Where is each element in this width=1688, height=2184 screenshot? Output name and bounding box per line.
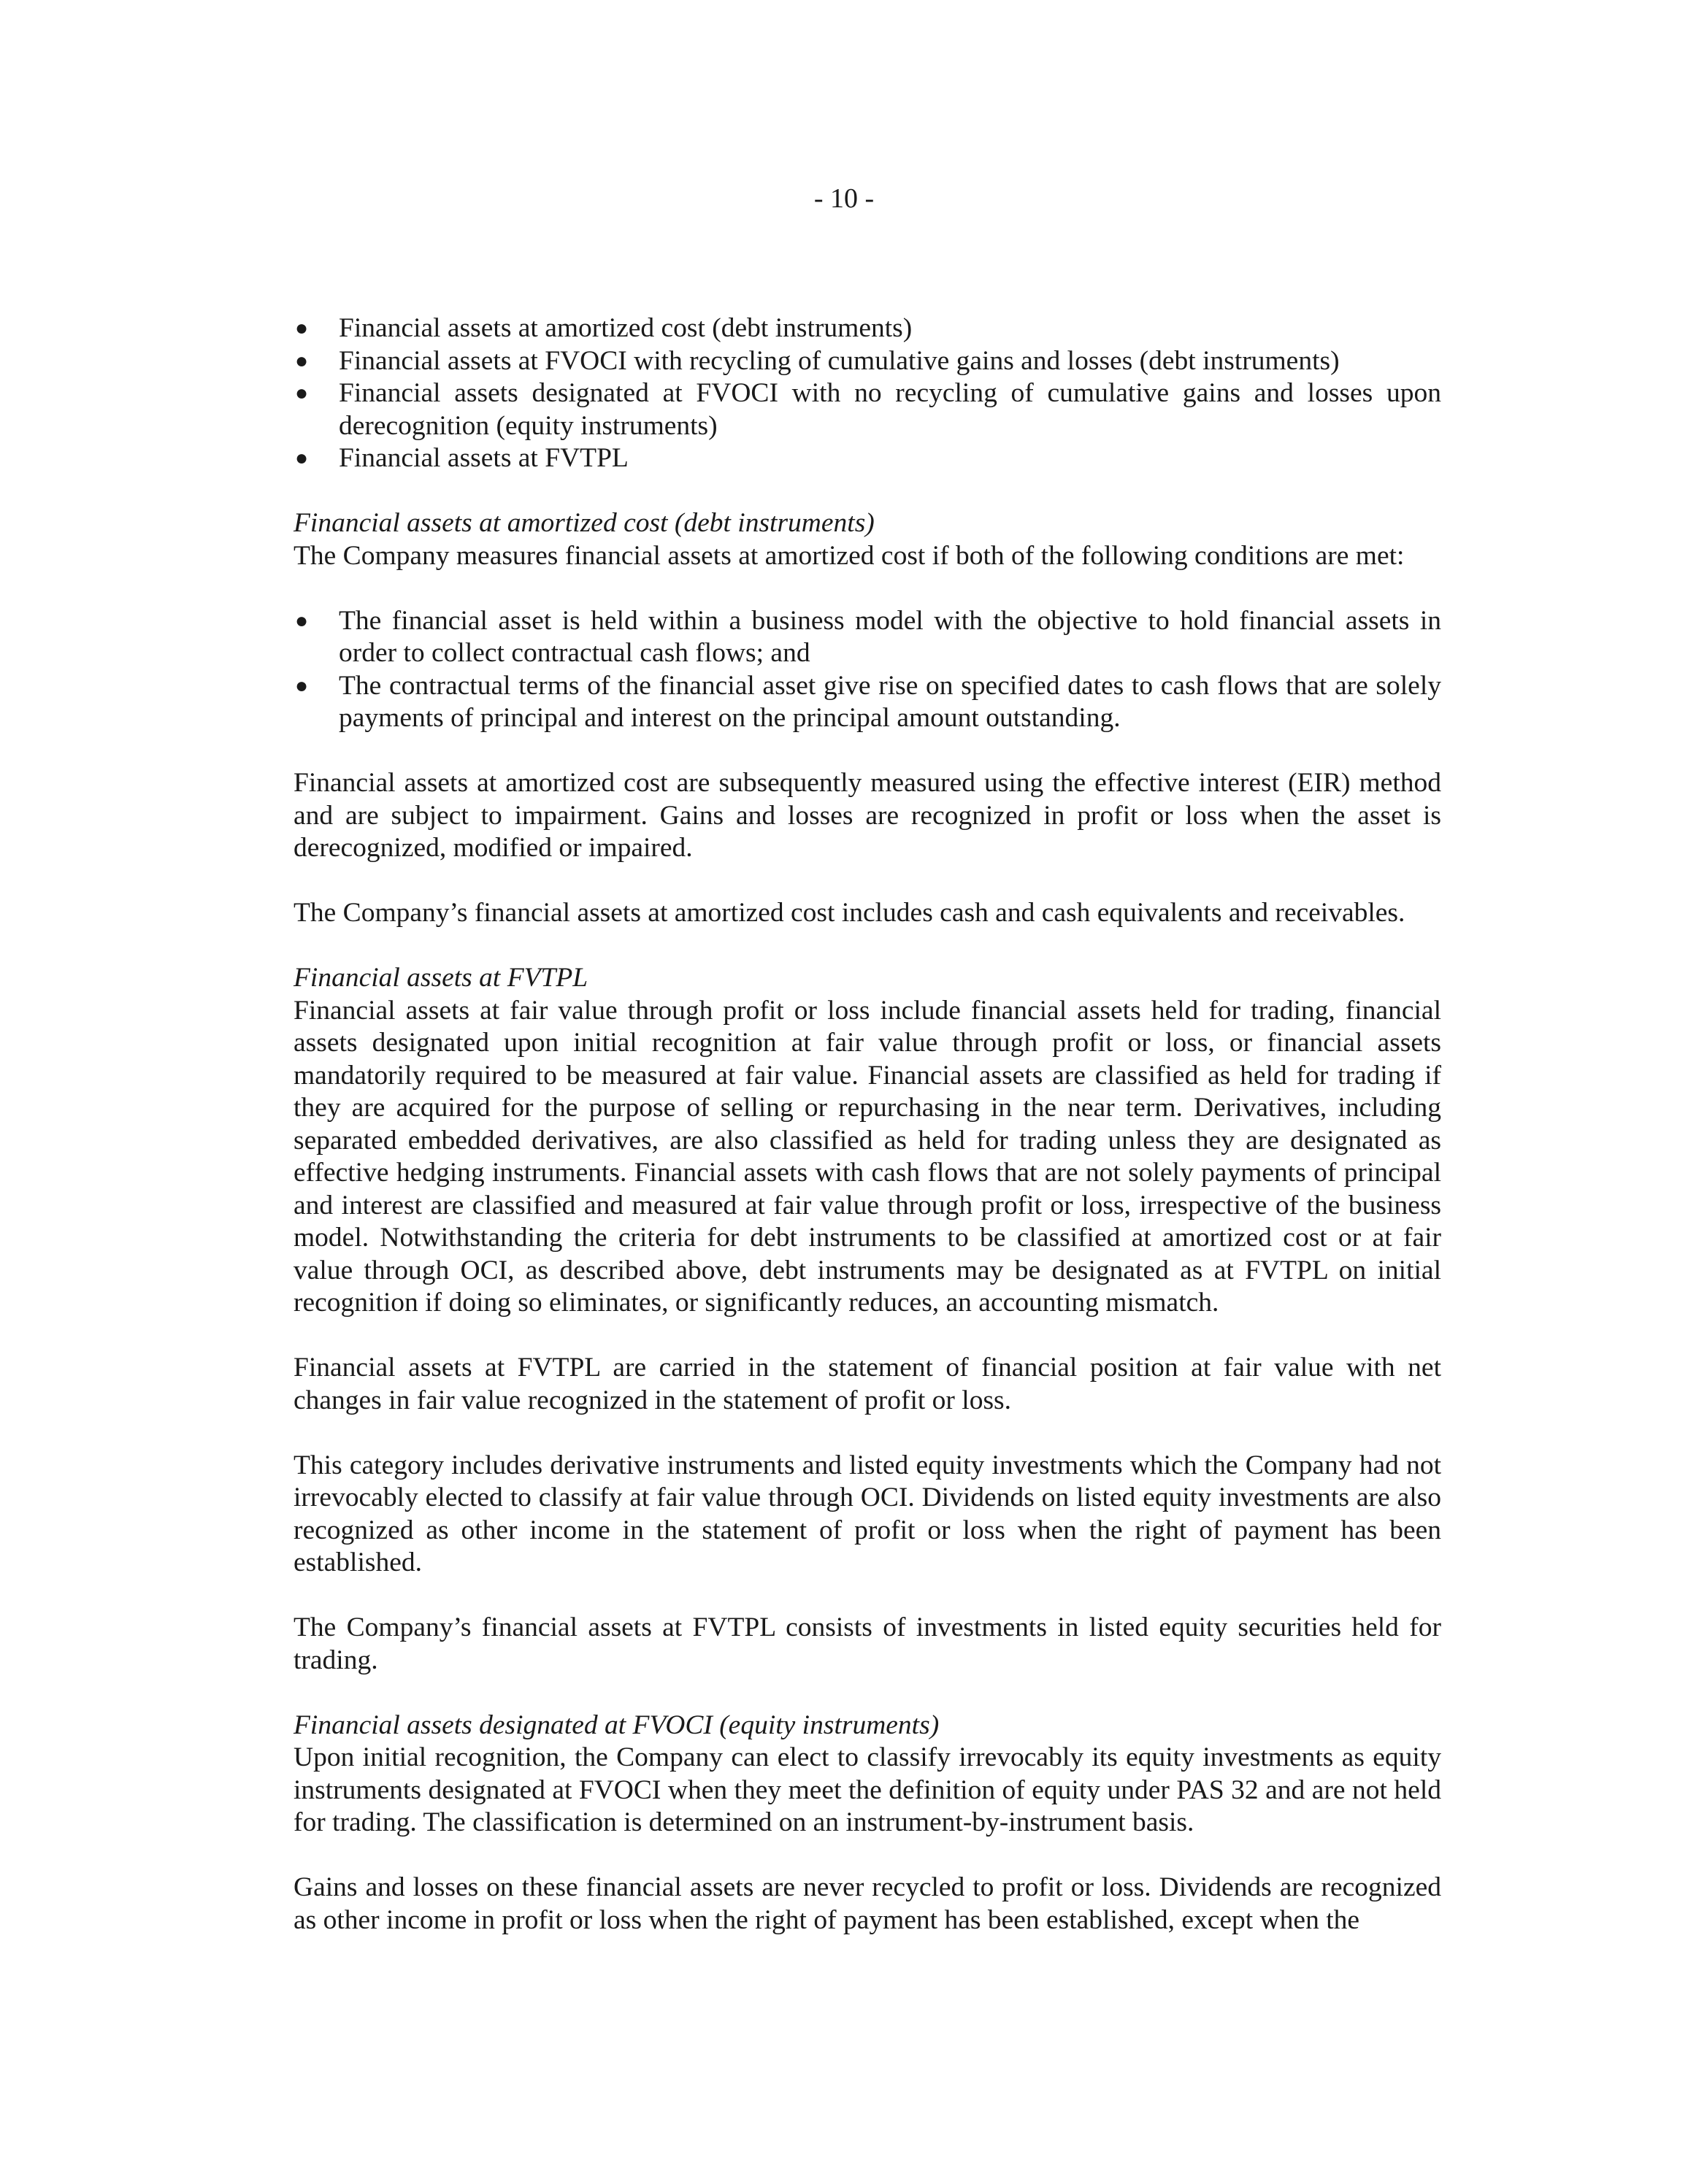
list-item: ● Financial assets at amortized cost (debt instruments) (294, 312, 1441, 345)
paragraph: Financial assets at fair value through profit or loss include financial assets held for trading, financial assets designated upon initial recognition at fair value through profit or loss, or financial assets mandatorily required to be measured at fair value. Financial assets are classified as held for trading if they are acquired for the purpose of selling or repurchasing in the near term. Derivatives, including separated embedded derivatives, are also classified as held for trading unless they are designated as effective hedging instruments. Financial assets with cash flows that are not solely payments of principal and interest are classified and measured at fair value through profit or loss, irrespective of the business model. Notwithstanding the criteria for debt instruments to be classified at amortized cost or at fair value through OCI, as described above, debt instruments may be designated as at FVTPL on initial recognition if doing so eliminates, or significantly reduces, an accounting mismatch. (294, 995, 1441, 1318)
paragraph: Financial assets at FVTPL are carried in the statement of financial position at fair value with net changes in fair value recognized in the statement of profit or loss. (294, 1353, 1441, 1415)
paragraph: Upon initial recognition, the Company can elect to classify irrevocably its equity investments as equity instruments designated at FVOCI when they meet the definition of equity under PAS 32 and are not held for trading. The classification is determined on an instrument-by-instrument basis. (294, 1742, 1441, 1837)
classification-list (294, 312, 1441, 475)
list-item: ● Financial assets at FVOCI with recycling of cumulative gains and losses (debt instruments) (294, 345, 1441, 378)
paragraph: The Company measures financial assets at amortized cost if both of the following conditions are met: (294, 540, 1405, 571)
section-heading-fvoci: Financial assets designated at FVOCI (equity instruments) (294, 1710, 940, 1740)
paragraph: Gains and losses on these financial assets are never recycled to profit or loss. Dividends are recognized as other income in profit or loss when the right of payment has been established, except when the (294, 1872, 1441, 1935)
list-item: ● Financial assets designated at FVOCI with no recycling of cumulative gains and losses upon derecognition (equity instruments) (295, 378, 1441, 441)
bullet-icon: ● (295, 316, 309, 340)
list-item: ● The financial asset is held within a business model with the objective to hold financial assets in order to collect contractual cash flows; and (295, 605, 1441, 668)
bullet-icon: ● (295, 381, 309, 405)
bullet-icon: ● (295, 446, 309, 470)
conditions-list (294, 605, 1441, 735)
paragraph: Financial assets at amortized cost are subsequently measured using the effective interest (EIR) method and are subject to impairment. Gains and losses are recognized in profit or loss when the asset is derecognized, modified or impaired. (294, 768, 1441, 863)
page-body (294, 312, 1441, 1937)
bullet-icon: ● (295, 348, 309, 373)
bullet-icon: ● (295, 673, 309, 698)
paragraph: This category includes derivative instruments and listed equity investments which the Company had not irrevocably elected to classify at fair value through OCI. Dividends on listed equity investments are also recognized as other income in the statement of profit or loss when the right of payment has been established. (294, 1450, 1441, 1577)
section-heading-amortized-cost: Financial assets at amortized cost (debt instruments) (294, 508, 875, 538)
list-item: ● Financial assets at FVTPL (294, 442, 1441, 475)
paragraph: The Company’s financial assets at amortized cost includes cash and cash equivalents and receivables. (294, 898, 1405, 928)
page-number: - 10 - (813, 183, 875, 214)
section-heading-fvtpl: Financial assets at FVTPL (294, 963, 588, 993)
list-item: ● The contractual terms of the financial asset give rise on specified dates to cash flows that are solely payments of principal and interest on the principal amount outstanding. (295, 670, 1441, 733)
paragraph: The Company’s financial assets at FVTPL consists of investments in listed equity securities held for trading. (294, 1612, 1441, 1675)
bullet-icon: ● (295, 608, 309, 633)
